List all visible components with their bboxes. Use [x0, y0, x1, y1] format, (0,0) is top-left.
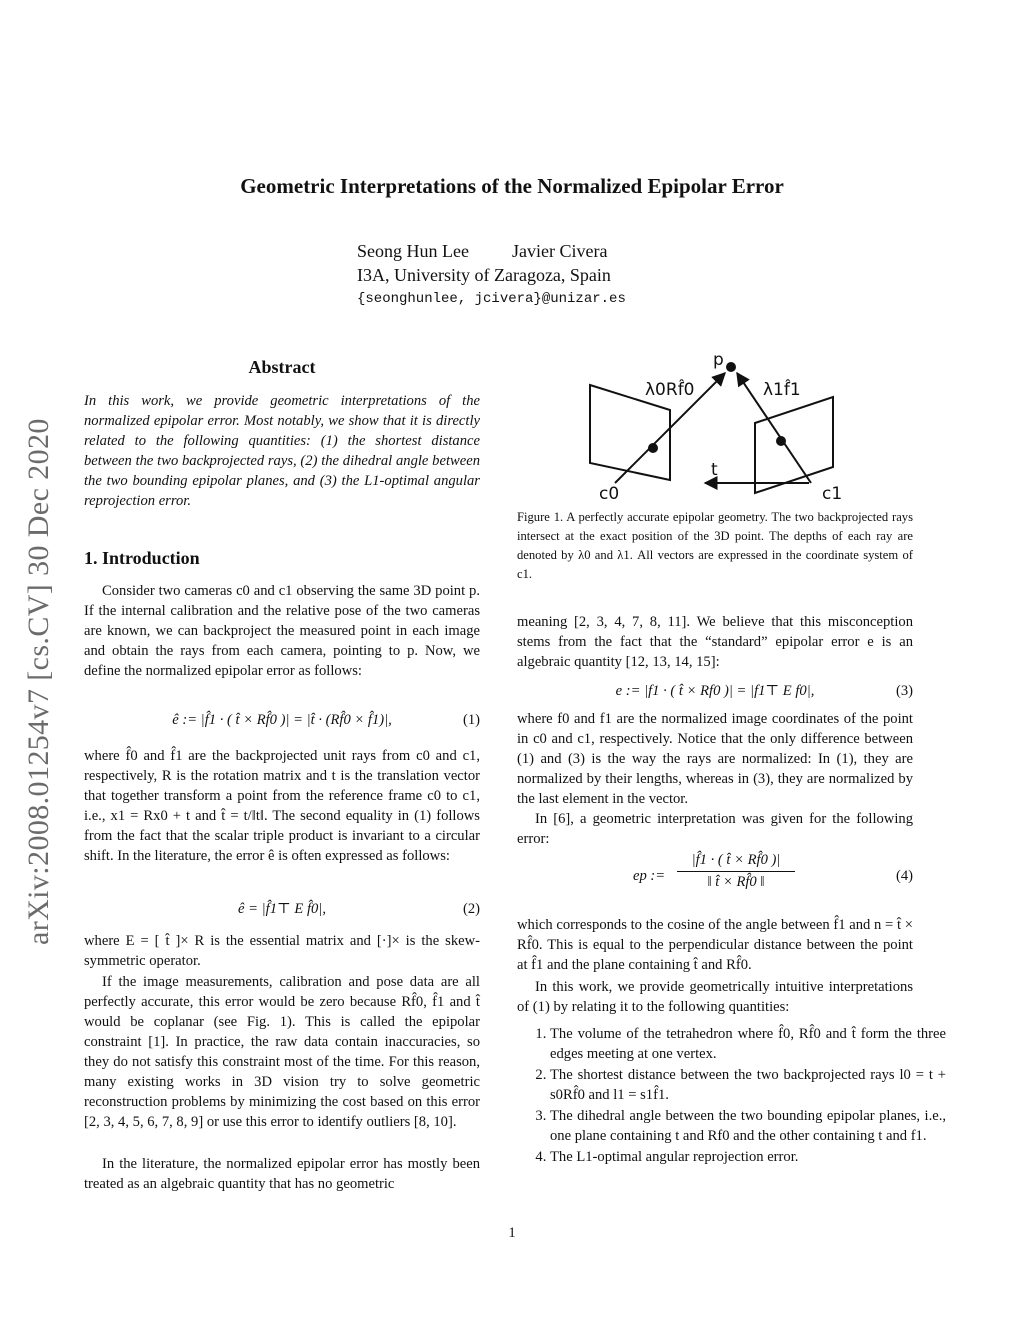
camera-plane-right	[755, 397, 833, 493]
label-c0: c0	[599, 484, 620, 504]
affiliation: I3A, University of Zaragoza, Spain	[357, 265, 611, 285]
equation-4-number: (4)	[895, 868, 913, 884]
right-paragraph-4: which corresponds to the cosine of the angle between f̂1 and n = t̂ × Rf̂0. This is equal to the perpendicular distance between the point at f̂1 and the plane containing t̂ and Rf̂0.	[517, 917, 913, 973]
intro-paragraph-1: Consider two cameras c0 and c1 observing the same 3D point p. If the internal calibration and the relative pose of the two cameras are known, we can backproject the measured point in each image and obtain the rays from each camera, pointing to p. Now, we define the normalized epipolar error as follows:	[84, 583, 480, 679]
equation-4-lhs: ep :=	[633, 868, 666, 884]
right-paragraph-5: In this work, we provide geometrically intuitive interpretations of (1) by relating it to the following quantities:	[517, 979, 913, 1015]
abstract-heading: Abstract	[248, 357, 316, 377]
label-t: t	[711, 460, 718, 480]
right-paragraph-1: meaning [2, 3, 4, 7, 8, 11]. We believe that this misconception stems from the fact that the “standard” epipolar error e is an algebraic quantity [12, 13, 14, 15]:	[517, 614, 913, 670]
image-point-right	[776, 436, 786, 446]
equation-1-body: ê := |f̂1 · ( t̂ × Rf̂0 )| = |t̂ · (Rf̂0 × f̂1)|,	[172, 712, 392, 728]
equation-3	[517, 680, 913, 702]
equation-2-number: (2)	[462, 901, 480, 917]
equation-4-fraction	[677, 852, 795, 891]
label-right-ray: λ1f̂1	[763, 380, 801, 400]
equation-2	[84, 898, 480, 920]
label-c1: c1	[822, 484, 843, 504]
email: {seonghunlee, jcivera}@unizar.es	[357, 291, 626, 307]
image-point-left	[648, 443, 658, 453]
abstract-text: In this work, we provide geometric interpretations of the normalized epipolar error. Most notably, we show that it is directly related to the following quantities: (1) the shortest distance between the two backprojected rays, (2) the dihedral angle between the two bounding epipolar planes, and (3) the L1-optimal angular reprojection error.	[84, 393, 480, 509]
author-1: Seong Hun Lee	[357, 241, 469, 261]
label-p: p	[713, 350, 724, 370]
right-paragraph-2: where f0 and f1 are the normalized image coordinates of the point in c0 and c1, respectively. Notice that the only difference between (1) and (3) is the way the rays are normalized: In (1), they are normalized by their lengths, whereas in (3), they are normalized by the last element in the vector.	[517, 711, 913, 807]
arxiv-identifier: arXiv:2008.01254v7 [cs.CV] 30 Dec 2020	[22, 418, 55, 945]
point-p	[726, 362, 736, 372]
equation-1-number: (1)	[462, 712, 480, 728]
intro-paragraph-3: where E = [ t̂ ]× R is the essential matrix and [·]× is the skew-symmetric operator.	[84, 933, 480, 969]
equation-4-denominator: ‖ t̂ × Rf̂0 ‖	[707, 874, 765, 890]
equation-4	[517, 852, 913, 904]
list-item: 4. The L1-optimal angular reprojection error.	[550, 1147, 946, 1167]
author-line	[357, 241, 607, 262]
right-paragraph-3: In [6], a geometric interpretation was given for the following error:	[517, 811, 913, 847]
intro-paragraph-5: In the literature, the normalized epipolar error has mostly been treated as an algebraic quantity that has no geometric	[84, 1156, 480, 1192]
intro-paragraph-2: where f̂0 and f̂1 are the backprojected unit rays from c0 and c1, respectively, R is the rotation matrix and t is the translation vector that together transform a point from the reference frame c0 to c1, i.e., x1 = Rx0 + t and t̂ = t/‖t‖. The second equality in (1) follows from the fact that the scalar triple product is invariant to a circular shift. In the literature, the error ê is often expressed as follows:	[84, 748, 480, 864]
paper-title: Geometric Interpretations of the Normalized Epipolar Error	[240, 174, 784, 198]
contribution-list	[517, 1024, 946, 1168]
page-number: 1	[508, 1225, 516, 1241]
intro-paragraph-4: If the image measurements, calibration and pose data are all perfectly accurate, this error would be zero because Rf̂0, f̂1 and t̂ would be coplanar (see Fig. 1). This is called the epipolar constraint [1]. In practice, the raw data contain inaccuracies, so they do not satisfy this constraint most of the time. For this reason, many existing works in 3D vision try to solve geometric reconstruction problems by minimizing the cost based on this error [2, 3, 4, 5, 6, 7, 8, 9] or use this error to identify outliers [8, 10].	[84, 974, 480, 1130]
equation-3-number: (3)	[895, 683, 913, 699]
author-2: Javier Civera	[511, 241, 608, 261]
equation-3-body: e := |f1 · ( t̂ × Rf0 )| = |f1⊤ E f0|,	[615, 683, 815, 699]
figure-1-caption: Figure 1. A perfectly accurate epipolar geometry. The two backprojected rays intersect at the exact position of the 3D point. The depths of each ray are denoted by λ0 and λ1. All vectors are expressed in the coordinate system of c1.	[517, 510, 913, 581]
fraction-bar	[677, 871, 795, 872]
figure-1-diagram	[575, 345, 865, 505]
equation-1	[84, 709, 480, 731]
equation-4-numerator: |f̂1 · ( t̂ × Rf̂0 )|	[691, 852, 781, 868]
list-item: 3. The dihedral angle between the two bounding epipolar planes, i.e., one plane containing t and Rf0 and the other containing t and f1.	[550, 1106, 946, 1146]
equation-2-body: ê = |f̂1⊤ E f̂0|,	[238, 901, 326, 917]
label-left-ray: λ0Rf̂0	[645, 380, 695, 400]
list-item: 1. The volume of the tetrahedron where f̂0, Rf̂0 and t̂ form the three edges meeting at one vertex.	[550, 1024, 946, 1064]
list-item: 2. The shortest distance between the two backprojected rays l0 = t + s0Rf̂0 and l1 = s1f̂1.	[550, 1065, 946, 1105]
section-heading-introduction: 1. Introduction	[84, 548, 200, 568]
